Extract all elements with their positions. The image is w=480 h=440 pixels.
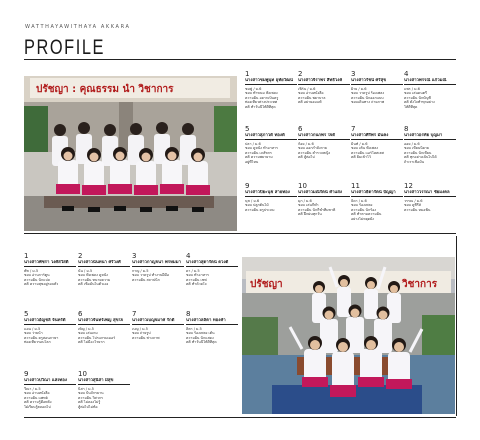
entry-number: 7 <box>132 310 137 318</box>
entry-line: ชอบ เล่นกีฬา <box>298 203 319 208</box>
top-section-rule <box>24 233 456 234</box>
entry-name: นางสาวมณีรัตน์ คำแสง <box>298 190 350 197</box>
entry-number: 12 <box>404 182 413 190</box>
entry-name: นางสาวพรรณี แก้วมณี <box>404 78 456 85</box>
entry-number: 9 <box>245 182 250 190</box>
entry-line: คติ ไม่ลองไม่รู้ <box>78 400 101 405</box>
entry-line: ชอบ เขียนนิยาย <box>404 146 429 151</box>
entry-number: 7 <box>351 125 356 133</box>
entry-number: 1 <box>245 70 250 78</box>
entry-line: ธิดา / ม.6 <box>351 198 367 203</box>
entry-line: คติ ทุกอย่างเป็นไปได้ <box>404 155 437 160</box>
entry-line: ให้ดีที่สุด <box>404 104 418 109</box>
entry-line: ความฝัน แอร์โฮสเตส <box>351 150 384 155</box>
entry-line: คติ ทำวันนี้ให้ดีที่สุด <box>245 104 276 109</box>
entry-line: คติ ฝึกฝนทุกวัน <box>298 212 322 217</box>
profile-entry <box>132 310 184 340</box>
entry-name: นางสาวจิราพร สิทธิวงค์ <box>298 78 350 85</box>
page-kicker: WATTHAYAWITHAYA AKKARA <box>25 24 131 30</box>
entry-line: ปลา / ม.6 <box>245 141 261 146</box>
entry-number: 3 <box>132 252 137 260</box>
entry-number: 6 <box>78 310 83 318</box>
entry-number: 11 <box>351 182 360 190</box>
entry-line: วีณา / ม.5 <box>24 386 41 391</box>
entry-line: นิสา / ม.5 <box>78 386 94 391</box>
entry-line: ท่องเที่ยวต่างประเทศ <box>245 100 278 105</box>
profile-entry <box>78 370 130 409</box>
entry-line: ความฝัน นักออกแบบ <box>351 95 384 100</box>
entry-number: 2 <box>78 252 83 260</box>
entry-line: ความฝัน นักกีฬาทีมชาติ <box>298 207 336 212</box>
entry-number: 9 <box>24 370 29 378</box>
entry-name: นางสาวกาญจนา พรหมมา <box>132 260 184 267</box>
entry-line: คติ สู้ต่อไป <box>298 155 315 160</box>
entry-name: นางสาวธิดารัตน์ ปัญญา <box>351 190 403 197</box>
entry-line: ชอบ อ่านหนังสือ <box>298 91 324 96</box>
entry-number: 8 <box>186 310 191 318</box>
profile-entry <box>298 125 350 160</box>
profile-entry <box>245 182 297 212</box>
profile-entry <box>24 252 76 287</box>
entry-line: ความฝัน วิศวกร <box>78 395 103 400</box>
entry-line: ถ้าเราเชื่อมั่น <box>404 159 425 164</box>
entry-line: ฝ้าย / ม.6 <box>351 86 367 91</box>
page-title: PROFILE <box>24 36 106 59</box>
entry-line: คติ ยิ้มเข้าไว้ <box>351 155 371 160</box>
entry-line: ชอบเดินทาง ถ่ายภาพ <box>351 100 385 105</box>
entry-line: เพ็ญ / ม.5 <box>78 326 94 331</box>
entry-line: ความฝัน แพทย์ <box>24 395 48 400</box>
entry-line: ชอบ ทำอาหาร <box>186 273 209 278</box>
entry-line: ความฝัน ช่างภาพ <box>132 335 160 340</box>
profile-entry <box>404 70 456 109</box>
profile-entry <box>351 70 403 105</box>
entry-name: นางสาวปวีณา แสงทอง <box>24 378 76 385</box>
entry-line: เฟิร์น / ม.6 <box>298 86 316 91</box>
entry-line: ก้อย / ม.6 <box>298 141 314 146</box>
profile-entry <box>245 70 297 109</box>
entry-line: แพร / ม.6 <box>404 86 420 91</box>
entry-number: 8 <box>404 125 409 133</box>
entry-line: ลิตา / ม.5 <box>186 326 202 331</box>
entry-line: ชมพู่ / ม.6 <box>245 86 262 91</box>
entry-name: นางสาวสุนิสา มีสุข <box>78 378 130 385</box>
entry-line: ชอบ ปลูกต้นไม้ <box>245 203 269 208</box>
entry-number: 5 <box>24 310 29 318</box>
entry-line: เบญ / ม.5 <box>132 326 148 331</box>
entry-line: ชอบ ร้องเพลง เต้น <box>186 331 215 336</box>
profile-entry <box>186 310 238 345</box>
entry-line: ความฝัน ตำรวจหญิง <box>298 150 331 155</box>
folio-rule <box>456 236 457 416</box>
entry-name: นางสาวปิยะนุช สายทอง <box>245 190 297 197</box>
entry-line: สู้ต่อไปไม่ท้อ <box>78 404 98 409</box>
entry-line: ความฝัน พยาบาล <box>298 95 326 100</box>
entry-line: ความฝัน นักร้อง <box>351 207 376 212</box>
entry-number: 3 <box>351 70 356 78</box>
entry-line: ชอบ ดูซีรีส์ <box>404 203 421 208</box>
top-profile-grid <box>245 70 456 230</box>
entry-number: 10 <box>78 370 87 378</box>
entry-line: ใฝ่เรียนรู้ตลอดไป <box>24 404 51 409</box>
entry-line: ความฝัน โปรแกรมเมอร์ <box>78 335 116 340</box>
entry-name: นางสาวจันทร์เพ็ญ สุขใจ <box>78 318 130 325</box>
entry-line: ชอบ อ่านหนังสือ <box>24 391 50 396</box>
entry-line: พัช / ม.5 <box>24 268 39 273</box>
entry-number: 10 <box>298 182 307 190</box>
bottom-banner-text: ปรัชญา <box>250 279 283 290</box>
entry-name: นางสาวเบญจมาศ รักดี <box>132 318 184 325</box>
entry-line: อย่างไม่หยุดยั้ง <box>351 216 374 221</box>
entry-line: ชอบ เล่นเกม <box>78 331 98 336</box>
profile-entry <box>186 252 238 287</box>
entry-line: ความฝัน นักบัญชี <box>404 95 431 100</box>
profile-entry <box>24 370 76 409</box>
entry-line: ท่องเที่ยวรอบโลก <box>24 340 51 345</box>
entry-line: ความฝัน เชฟ <box>186 277 207 282</box>
entry-name: นางสาววรรณา ชัยมงคล <box>404 190 456 197</box>
entry-line: มุก / ม.6 <box>298 198 312 203</box>
entry-number: 1 <box>24 252 29 260</box>
entry-line: ชอบ ออกกำลังกาย <box>298 146 327 151</box>
profile-entry <box>404 125 456 164</box>
entry-line: คติ ไม่มีอะไรยาก <box>78 340 105 345</box>
entry-number: 4 <box>404 70 409 78</box>
profile-entry <box>404 182 456 212</box>
entry-line: ชอบ วาดรูป ทำงานฝีมือ <box>132 273 169 278</box>
entry-line: นุช / ม.6 <box>245 198 260 203</box>
entry-line: คติ ทำตามความฝัน <box>351 212 382 217</box>
entry-line: ความฝัน นักแปล <box>24 277 50 282</box>
entry-line: นัน / ม.5 <box>78 268 93 273</box>
entry-name: นางสาวลลิตา ทองคำ <box>186 318 238 325</box>
entry-line: อยู่ที่ไหน <box>245 159 259 164</box>
profile-entry <box>78 310 130 345</box>
entry-line: ดา / ม.5 <box>186 268 200 273</box>
entry-name: นางสาวอัญชลี จันทร์ดี <box>24 318 76 325</box>
entry-name: นางสาวสุภาวดี ทองดี <box>245 133 297 140</box>
entry-name: นางสาวชมพูนุท อุทัยวัฒน์ <box>245 78 297 85</box>
entry-line: ความฝัน นักแสดง <box>186 335 214 340</box>
entry-line: ชอบ ว่ายน้ำ <box>24 331 43 336</box>
entry-line: ความฝัน สถาปนิก <box>132 277 160 282</box>
profile-entry <box>78 252 130 287</box>
profile-entry <box>245 125 297 164</box>
entry-line: ชอบ วาดรูป ร้องเพลง <box>351 91 385 96</box>
entry-line: ความฝัน นักเขียน <box>404 150 432 155</box>
entry-name: นางสาวรัชนี ศรีสุข <box>351 78 403 85</box>
top-group-photo <box>24 76 237 231</box>
entry-number: 2 <box>298 70 303 78</box>
entry-line: ชอบ ทำขนม ฟังเพลง <box>245 91 278 96</box>
entry-line: ชอบ เล่นดนตรี <box>404 91 427 96</box>
entry-name: นางสาวพัชรา วงศ์สวัสดิ์ <box>24 260 76 267</box>
entry-line: ความฝัน ครูประถม <box>245 207 275 212</box>
entry-name: นางสาวศิริพร มั่นคง <box>351 133 403 140</box>
entry-number: 5 <box>245 125 250 133</box>
top-banner-text: ปรัชญา : คุณธรรม นำ วิชาการ <box>36 84 174 95</box>
bottom-section-rule <box>24 417 456 418</box>
entry-name: นางสาวอรทัย บุญมา <box>404 133 456 140</box>
profile-entry <box>351 182 403 221</box>
entry-line: ความฝัน เภสัชกร <box>245 150 272 155</box>
title-underline <box>24 59 456 60</box>
entry-line: คติ ทำด้วยใจ <box>186 282 207 287</box>
entry-number: 6 <box>298 125 303 133</box>
entry-line: คติ ทำวันนี้ให้ดีที่สุด <box>186 340 217 345</box>
entry-line: คติ เชื่อมั่นในตัวเอง <box>78 282 109 287</box>
entry-line: กาญ / ม.5 <box>132 268 149 273</box>
entry-number: 4 <box>186 252 191 260</box>
entry-line: ชอบ อ่านการ์ตูน <box>24 273 50 278</box>
entry-line: คติ ความสุขอยู่รอบตัว <box>24 282 59 287</box>
entry-line: คติ ตั้งใจทำทุกอย่าง <box>404 100 435 105</box>
profile-entry <box>351 125 403 160</box>
entry-line: แอน / ม.5 <box>24 326 41 331</box>
entry-name: นางสาวนันทนา ศรีวงศ์ <box>78 260 130 267</box>
entry-line: คติ อย่ายอมแพ้ <box>298 100 322 105</box>
profile-entry <box>298 70 350 105</box>
entry-line: คติ ความพยายาม <box>245 155 273 160</box>
entry-line: มิ้นท์ / ม.6 <box>351 141 368 146</box>
entry-line: ชอบ ฟังเพลง ดูหนัง <box>78 273 108 278</box>
entry-name: นางสาวกนกพร ใจดี <box>298 133 350 140</box>
entry-line: ชอบ ปั่นจักรยาน <box>78 391 104 396</box>
entry-line: ออย / ม.6 <box>404 141 420 146</box>
entry-line: ความฝัน ทนายความ <box>78 277 111 282</box>
profile-entry <box>24 310 76 345</box>
profile-entry <box>132 252 184 282</box>
entry-line: ความฝัน อยากเป็นครู <box>245 95 279 100</box>
entry-line: ความฝัน หมอฟัน <box>404 207 431 212</box>
entry-line: ชอบ ร้องเพลง <box>351 203 373 208</box>
entry-line: ชอบ เต้น ฟังเพลง <box>351 146 379 151</box>
entry-line: ความฝัน ครูสอนภาษา <box>24 335 59 340</box>
profile-entry <box>298 182 350 217</box>
entry-name: นางสาวสุดารัตน์ ดวงดี <box>186 260 238 267</box>
entry-line: ชอบ ดูหนัง ทำอาหาร <box>245 146 278 151</box>
bottom-profile-grid <box>24 252 237 417</box>
entry-line: ชอบ ถ่ายรูป <box>132 331 151 336</box>
bottom-banner-text-right: วิชาการ <box>402 279 438 290</box>
bottom-group-photo <box>242 257 455 414</box>
entry-line: คติ ความรู้คือพลัง <box>24 400 52 405</box>
entry-line: วรรณ / ม.6 <box>404 198 423 203</box>
